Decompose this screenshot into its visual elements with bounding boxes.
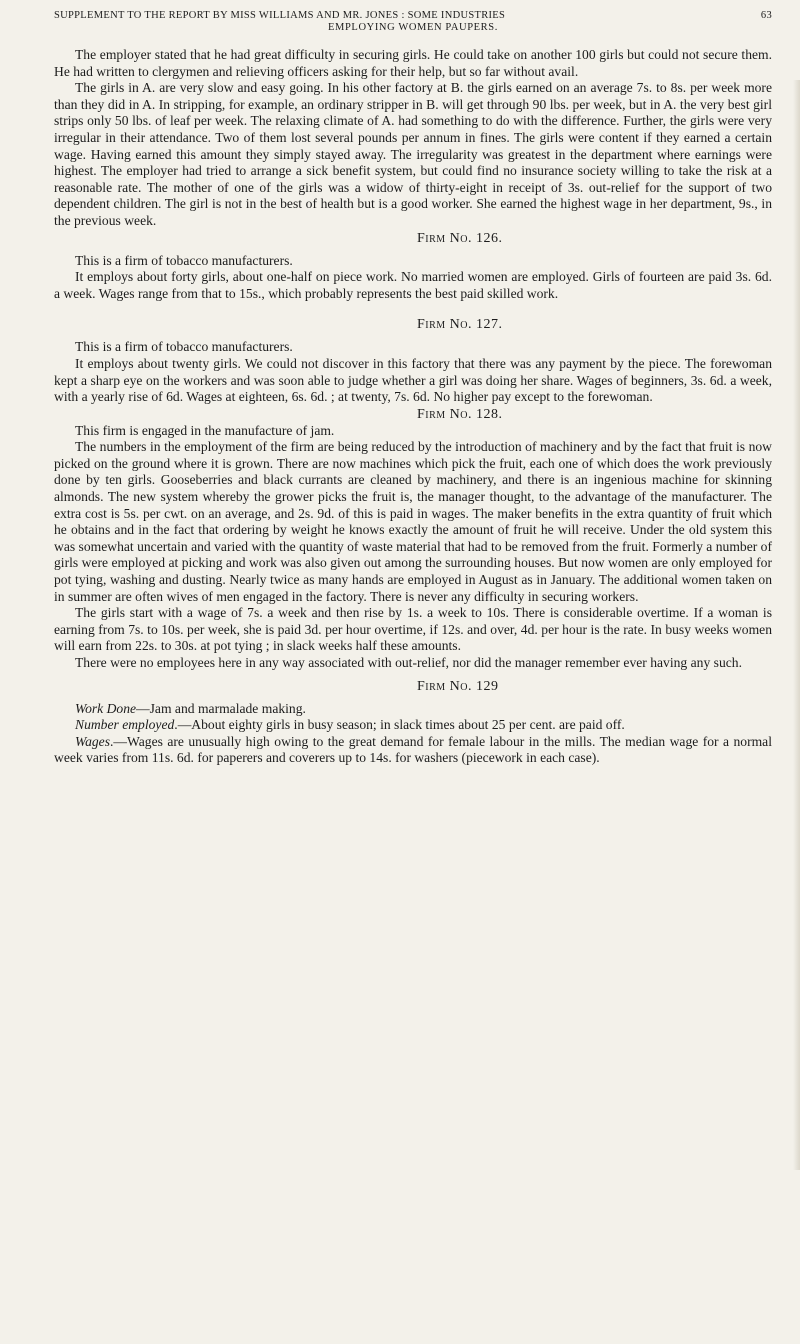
- firm-128-paragraph-3: The girls start with a wage of 7s. a week and then rise by 1s. a week to 10s. There is considerable overtime. If a woman is earning from 7s. to 10s. per week, she is paid 3d. per hour overtime, if 12s. and over, 4d. per hour is the rate. In busy weeks women will earn from 22s. to 30s. at pot tying ; in slack weeks half these amounts.: [54, 605, 772, 654]
- firm-128-paragraph-2: The numbers in the employment of the firm are being reduced by the introduction of machinery and by the fact that fruit is now picked on the ground where it is grown. There are now machines which pick the fruit, each one of which does the work previously done by ten girls. Gooseberries and black currants are cleaned by machinery, and there is an ingenious machine for skinning almonds. The new system whereby the grower picks the fruit is, the manager thought, to the advantage of the manufacturer. The extra cost is 5s. per cwt. on an average, and 2s. 9d. of this is paid in wages. The maker benefits in the extra quantity of fruit which he obtains and in the fact that ordering by weight he knows exactly the amount of fruit he will receive. Under the old system this was somewhat uncertain and varied with the quantity of waste material that had to be removed from the fruit. Formerly a number of girls were employed at picking and work was also given out among the surrounding houses. But now women are only employed for pot tying, washing and dusting. Nearly twice as many hands are employed in August as in January. The additional women taken on in summer are often wives of men engaged in the factory. There is never any difficulty in securing workers.: [54, 439, 772, 604]
- header-title: SUPPLEMENT TO THE REPORT BY MISS WILLIAMS AND MR. JONES : SOME INDUSTRIES: [54, 10, 506, 21]
- intro-paragraph-2: The girls in A. are very slow and easy going. In his other factory at B. the girls earned on an average 7s. to 8s. per week more than they did in A. In stripping, for example, an ordinary stripper in B. will get through 90 lbs. per week, but in A. the very best girl strips only 50 lbs. of leaf per week. The relaxing climate of A. had something to do with the difference. Further, the girls were very irregular in their attendance. Two of them lost several pounds per annum in fines. The girls were content if they earned a certain wage. Having earned this amount they simply stayed away. The irregularity was greatest in the department where earnings were highest. The employer had tried to arrange a sick benefit system, but could find no insurance society willing to take the risk at a reasonable rate. The mother of one of the girls was a widow of thirty-eight in receipt of 3s. out-relief for the support of two dependent children. The girl is not in the best of health but is a good worker. She earned the highest wage in her department, 9s., in the previous week.: [54, 80, 772, 228]
- firm-126-paragraph-2: It employs about forty girls, about one-half on piece work. No married women are employed. Girls of fourteen are paid 3s. 6d. a week. Wages range from that to 15s., which probably represents the best paid skilled work.: [54, 269, 772, 301]
- intro-paragraph-1: The employer stated that he had great difficulty in securing girls. He could take on another 100 girls but could not secure them. He had written to clergymen and relieving officers asking for their help, but so far without avail.: [54, 47, 772, 79]
- work-done-text: —Jam and marmalade making.: [136, 700, 306, 716]
- running-header: [54, 10, 772, 21]
- number-employed-text: .—About eighty girls in busy season; in slack times about 25 per cent. are paid off.: [174, 717, 625, 733]
- firm-129-wages: [54, 734, 772, 767]
- page-number: 63: [760, 10, 772, 21]
- firm-128-heading: Firm No. 128.: [417, 406, 503, 422]
- firm-128-paragraph-1: This firm is engaged in the manufacture of jam.: [75, 422, 335, 438]
- work-done-label: Work Done: [75, 700, 137, 716]
- firm-126-heading: Firm No. 126.: [417, 230, 503, 246]
- wages-label: Wages: [75, 733, 110, 749]
- firm-129-work-done: [54, 701, 772, 718]
- scan-margin-shadow: [793, 80, 800, 1170]
- firm-129-number-employed: [54, 717, 772, 734]
- firm-129-heading: Firm No. 129: [417, 678, 499, 694]
- header-subtitle: EMPLOYING WOMEN PAUPERS.: [328, 22, 498, 33]
- firm-127-paragraph-2: It employs about twenty girls. We could not discover in this factory that there was any payment by the piece. The forewoman kept a sharp eye on the workers and was soon able to judge whether a girl was doing her share. Wages of beginners, 3s. 6d. a week, with a yearly rise of 6d. Wages at eighteen, 6s. 6d. ; at twenty, 7s. 6d. No higher pay except to the forewoman.: [54, 355, 772, 405]
- firm-126-paragraph-1: This is a firm of tobacco manufacturers.: [75, 252, 293, 268]
- firm-127-heading: Firm No. 127.: [417, 317, 503, 333]
- firm-127-paragraph-1: This is a firm of tobacco manufacturers.: [75, 339, 293, 355]
- number-employed-label: Number employed: [75, 717, 175, 733]
- wages-text: .—Wages are unusually high owing to the great demand for female labour in the mills. The median wage for a normal week varies from 11s. 6d. for paperers and coverers up to 14s. for washers (piecework in each case).: [54, 733, 772, 766]
- firm-128-paragraph-4: There were no employees here in any way associated with out-relief, nor did the manager remember ever having any such.: [75, 655, 742, 670]
